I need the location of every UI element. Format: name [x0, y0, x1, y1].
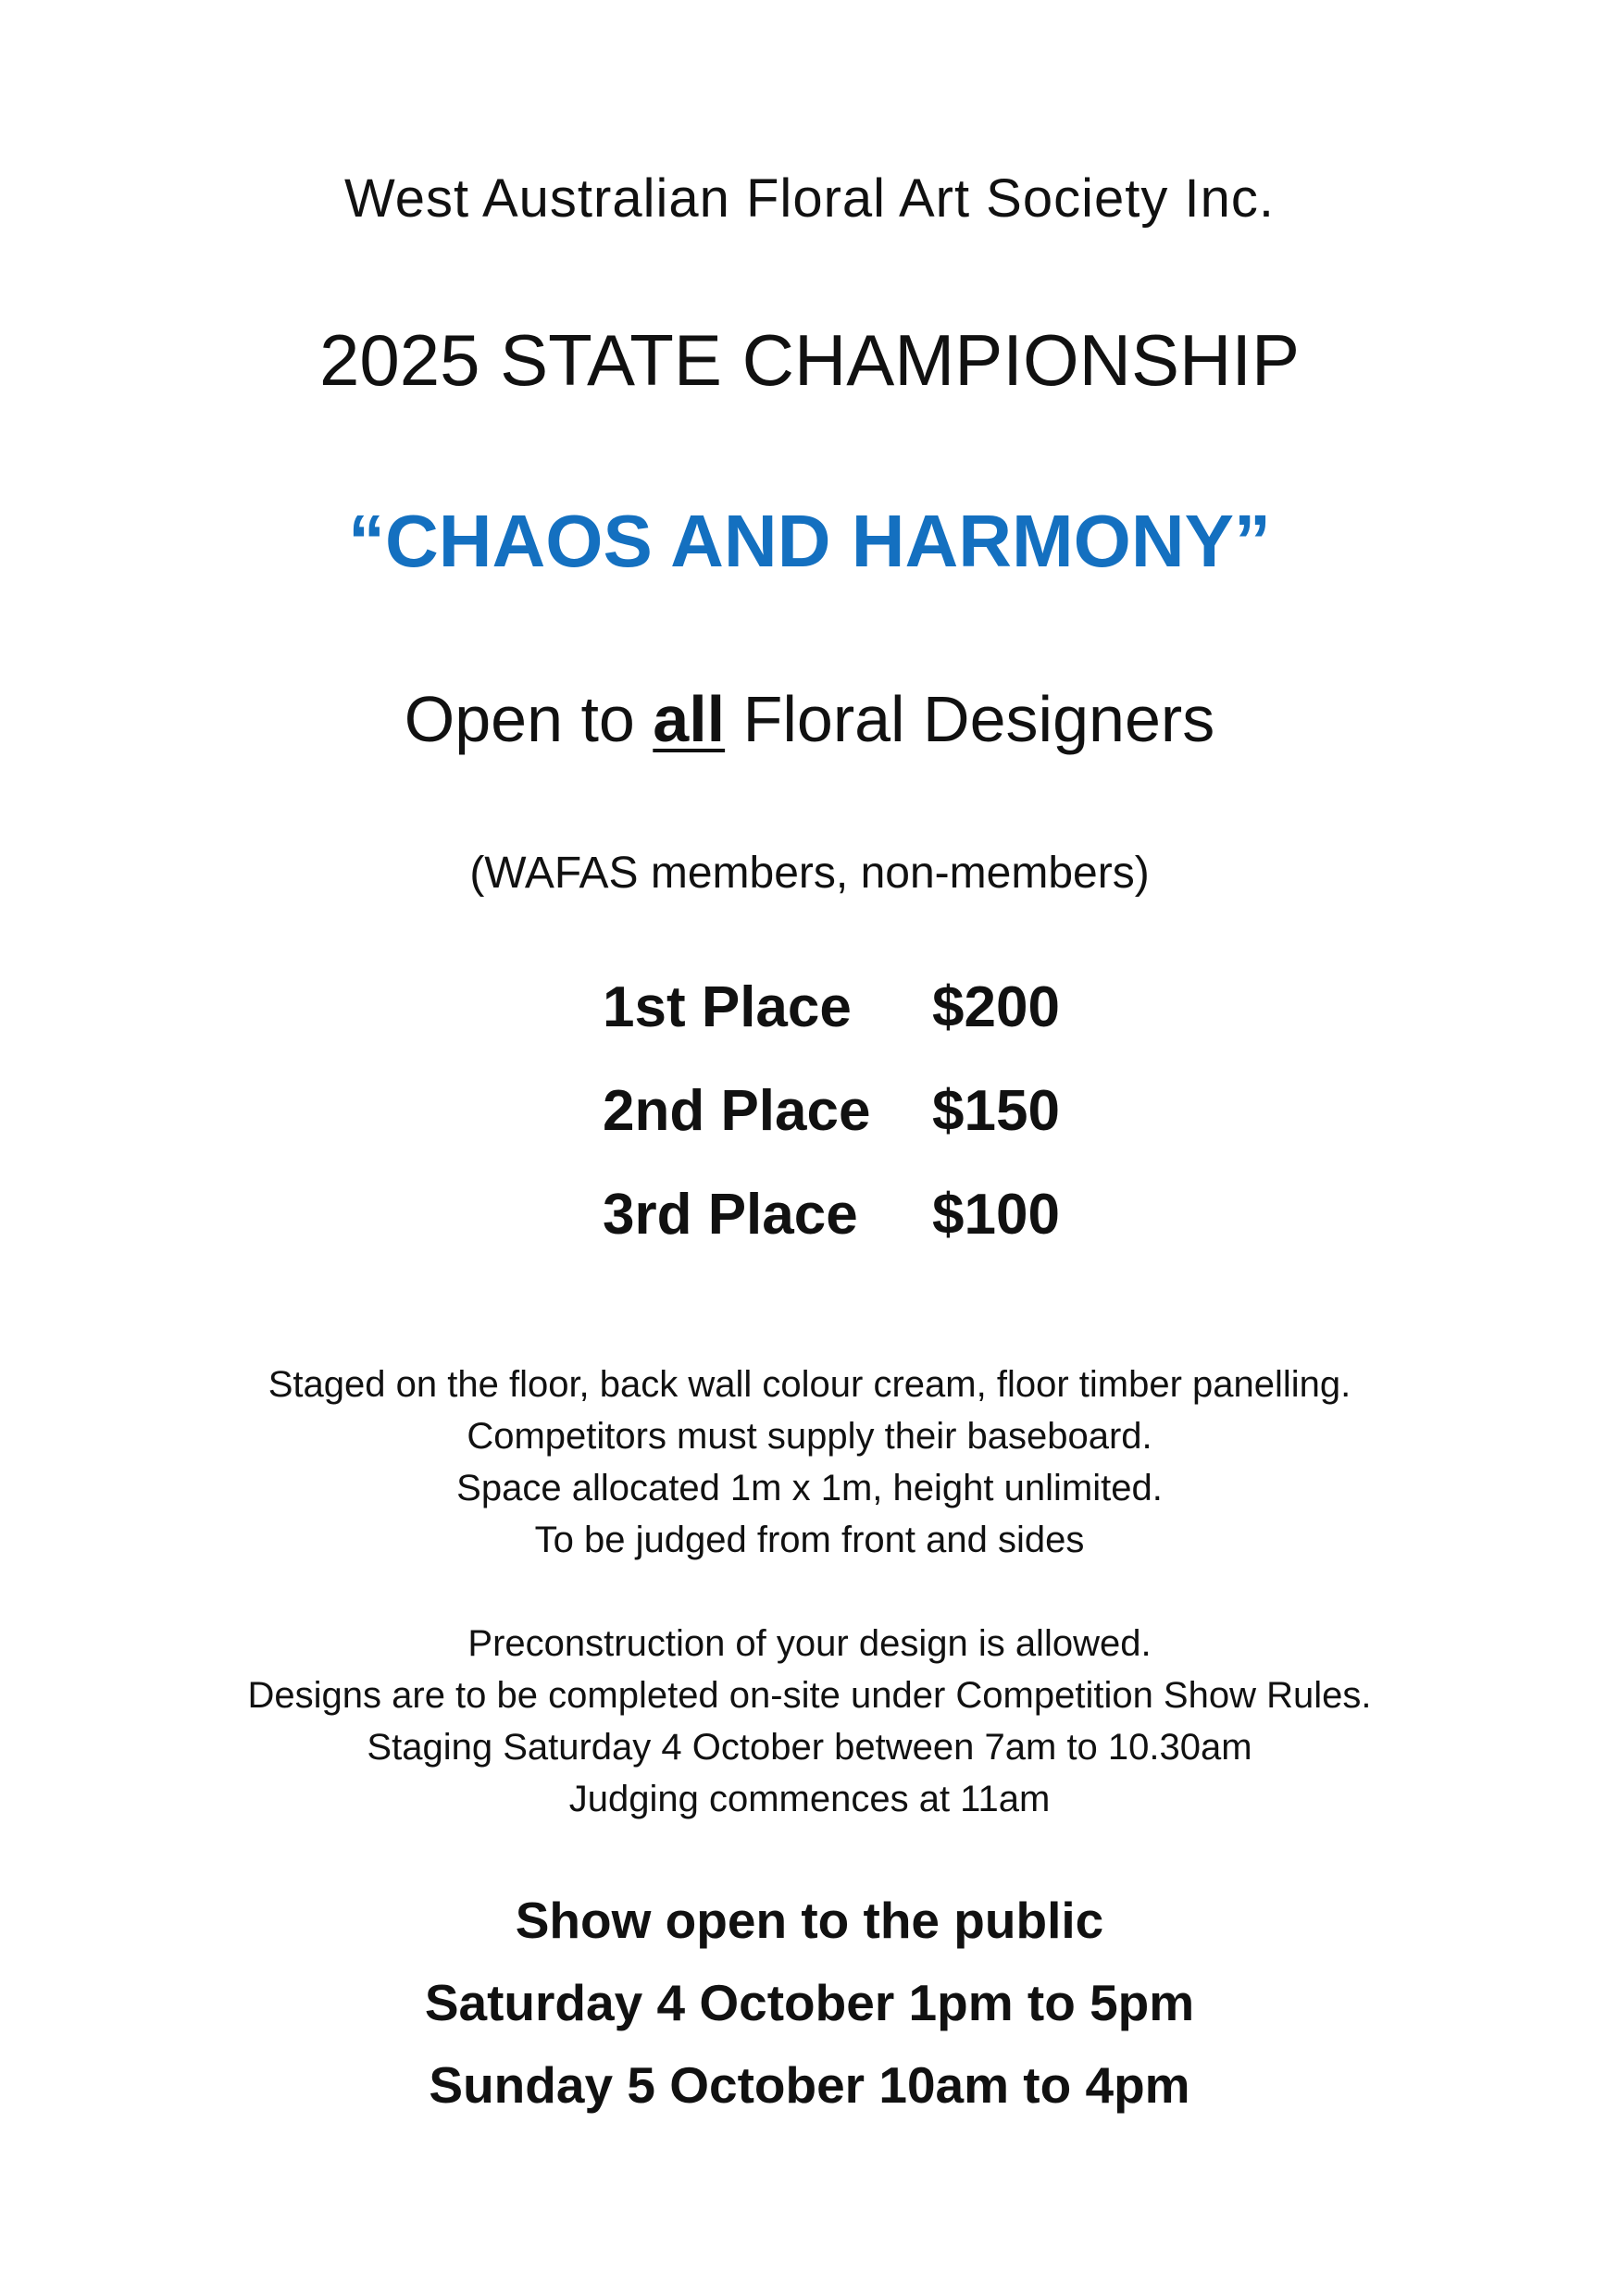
staging-detail-line: Staged on the floor, back wall colour cream, floor timber panelling. — [268, 1364, 1351, 1405]
prize-row-second — [603, 1079, 1065, 1186]
competition-rule-line: Judging commences at 11am — [568, 1779, 1051, 1819]
competition-rule-line: Staging Saturday 4 October between 7am to 10.30am — [367, 1727, 1252, 1768]
staging-detail-line: Space allocated 1m x 1m, height unlimited. — [456, 1468, 1163, 1508]
prize-amount: $100 — [932, 1183, 1060, 1247]
competition-rule-line: Preconstruction of your design is allowed. — [467, 1623, 1152, 1664]
staging-detail-line: To be judged from front and sides — [534, 1520, 1085, 1560]
eligibility-prefix: Open to — [404, 683, 654, 755]
public-show-heading: Show open to the public — [515, 1892, 1104, 1949]
eligibility-suffix: Floral Designers — [725, 683, 1215, 755]
staging-detail-line: Competitors must supply their baseboard. — [467, 1416, 1152, 1457]
prize-amount: $150 — [932, 1079, 1060, 1143]
eligibility-note: (WAFAS members, non-members) — [469, 849, 1150, 898]
prize-place: 1st Place — [603, 975, 852, 1039]
prize-row-third — [603, 1183, 1065, 1290]
prize-list — [603, 975, 1065, 1290]
organisation-name: West Australian Floral Art Society Inc. — [344, 168, 1275, 229]
prize-row-first — [603, 975, 1065, 1083]
public-show-times — [0, 1880, 1619, 2127]
event-theme: “CHAOS AND HARMONY” — [347, 500, 1272, 582]
competition-rule-line: Designs are to be completed on-site under Competition Show Rules. — [247, 1675, 1372, 1716]
competition-rules — [0, 1618, 1619, 1825]
public-show-day-sunday: Sunday 5 October 10am to 4pm — [429, 2056, 1190, 2114]
prize-place: 2nd Place — [603, 1079, 871, 1143]
staging-details — [0, 1359, 1619, 1566]
public-show-day-saturday: Saturday 4 October 1pm to 5pm — [424, 1974, 1195, 2031]
eligibility-emphasis: all — [653, 683, 726, 755]
prize-place: 3rd Place — [603, 1183, 858, 1247]
eligibility-headline — [0, 683, 1619, 755]
prize-amount: $200 — [932, 975, 1060, 1039]
event-title: 2025 STATE CHAMPIONSHIP — [318, 319, 1301, 401]
